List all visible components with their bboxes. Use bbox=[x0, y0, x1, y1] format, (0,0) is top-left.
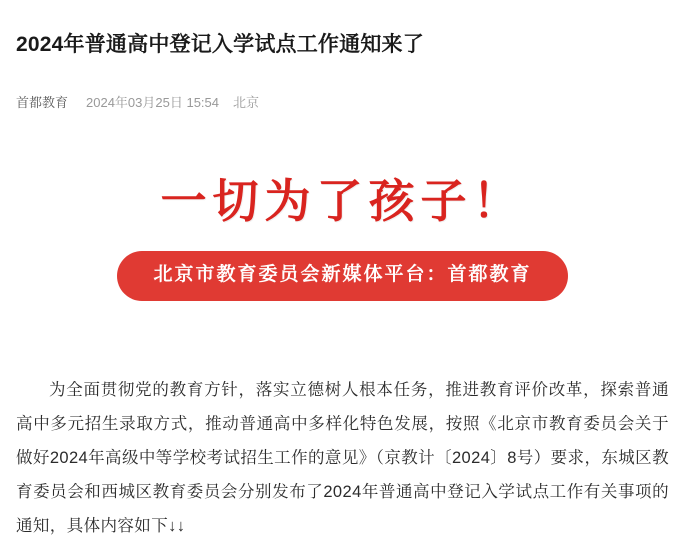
page-title: 2024年普通高中登记入学试点工作通知来了 bbox=[16, 33, 424, 57]
hero-headline: 一切为了孩子！ bbox=[160, 174, 525, 229]
article-body bbox=[0, 373, 685, 543]
meta-date: 2024年03月25日 15:54 bbox=[86, 95, 219, 111]
hero-banner-label: 北京市教育委员会新媒体平台：首都教育 bbox=[117, 251, 567, 301]
meta-location: 北京 bbox=[233, 95, 260, 111]
hero-image bbox=[0, 139, 685, 307]
hero-banner-wrap bbox=[0, 251, 685, 301]
meta-source[interactable]: 首都教育 bbox=[16, 95, 69, 111]
article-page bbox=[0, 14, 685, 536]
body-paragraph: 为全面贯彻党的教育方针，落实立德树人根本任务，推进教育评价改革，探索普通高中多元招生录取方式，推动普通高中多样化特色发展，按照《北京市教育委员会关于做好2024年高级中等学校考试招生工作的意见》（京教计〔2024〕8号）要求，东城区教育委员会和西城区教育委员会分别发布了2024年普通高中登记入学试点工作有关事项的通知，具体内容如下↓↓ bbox=[16, 381, 669, 536]
article-meta bbox=[0, 74, 685, 111]
